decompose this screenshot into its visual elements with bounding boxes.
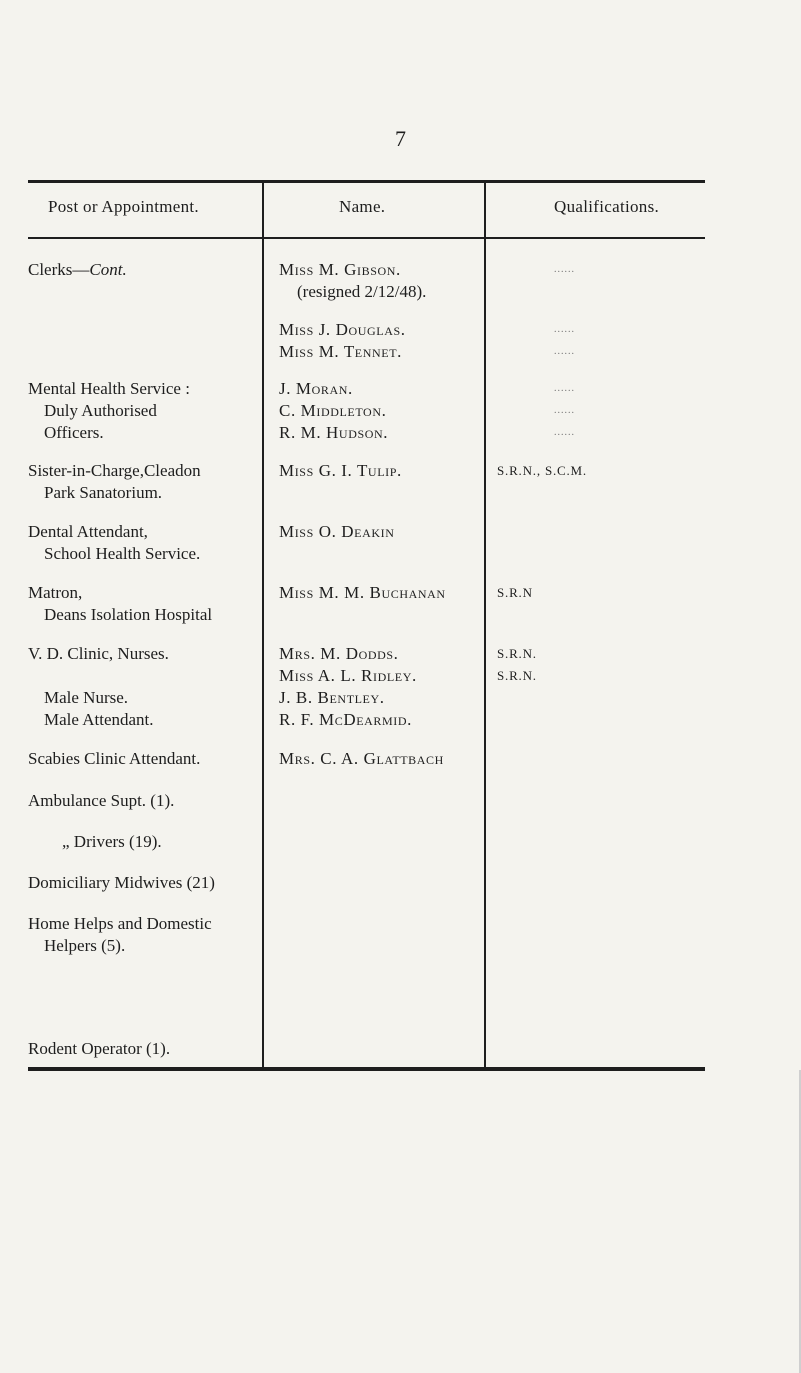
post-cell: Ambulance Supt. (1). bbox=[28, 791, 175, 810]
qual-dots: ...... bbox=[554, 427, 575, 438]
post-cell: Mental Health Service : bbox=[28, 379, 190, 398]
post-cell bbox=[28, 259, 127, 281]
qual-cell: S.R.N. bbox=[497, 646, 537, 661]
table-bottom-rule bbox=[28, 1067, 705, 1071]
name-cell: J. B. Bentley. bbox=[279, 688, 385, 707]
table-header-rule bbox=[28, 237, 705, 239]
post-cell: Duly Authorised bbox=[44, 401, 157, 420]
qual-dots: ...... bbox=[554, 346, 575, 357]
qual-cell: S.R.N., S.C.M. bbox=[497, 463, 587, 478]
post-cell: Matron, bbox=[28, 583, 83, 602]
qual-dots: ...... bbox=[554, 383, 575, 394]
post-cell: „ Drivers (19). bbox=[62, 832, 162, 851]
qual-dots: ...... bbox=[554, 324, 575, 335]
header-name: Name. bbox=[339, 197, 386, 216]
post-cont: Cont. bbox=[89, 260, 127, 279]
post-cell: Domiciliary Midwives (21) bbox=[28, 873, 215, 892]
name-cell: (resigned 2/12/48). bbox=[297, 282, 427, 301]
name-cell: Miss J. Douglas. bbox=[279, 320, 406, 339]
name-cell: Miss G. I. Tulip. bbox=[279, 461, 402, 480]
name-cell: R. F. McDearmid. bbox=[279, 710, 413, 729]
header-post: Post or Appointment. bbox=[48, 197, 199, 216]
post-cell: Scabies Clinic Attendant. bbox=[28, 749, 201, 768]
post-cell: Male Attendant. bbox=[44, 710, 154, 729]
column-divider bbox=[484, 182, 486, 1068]
post-cell: Male Nurse. bbox=[44, 688, 129, 707]
name-cell: Miss M. Gibson. bbox=[279, 260, 401, 279]
post-cell: School Health Service. bbox=[44, 544, 201, 563]
name-cell: J. Moran. bbox=[279, 379, 353, 398]
column-divider bbox=[262, 182, 264, 1068]
name-cell: Miss M. M. Buchanan bbox=[279, 583, 446, 602]
post-cell: Sister-in-Charge,Cleadon bbox=[28, 461, 201, 480]
name-cell: Mrs. C. A. Glattbach bbox=[279, 749, 444, 768]
name-cell: Miss A. L. Ridley. bbox=[279, 666, 417, 685]
qual-cell: S.R.N bbox=[497, 585, 533, 600]
post-cell: Home Helps and Domestic bbox=[28, 914, 212, 933]
post-cell: V. D. Clinic, Nurses. bbox=[28, 644, 169, 663]
name-cell: R. M. Hudson. bbox=[279, 423, 389, 442]
post-cell: Rodent Operator (1). bbox=[28, 1039, 171, 1058]
post-cell: Deans Isolation Hospital bbox=[44, 605, 213, 624]
name-cell: Mrs. M. Dodds. bbox=[279, 644, 399, 663]
qual-cell: S.R.N. bbox=[497, 668, 537, 683]
post-cell: Dental Attendant, bbox=[28, 522, 148, 541]
post-cell: Park Sanatorium. bbox=[44, 483, 163, 502]
post-cell: Officers. bbox=[44, 423, 104, 442]
post-text: Clerks— bbox=[28, 260, 90, 279]
page-number: 7 bbox=[395, 126, 406, 151]
header-qualifications: Qualifications. bbox=[554, 197, 660, 216]
name-cell: C. Middleton. bbox=[279, 401, 387, 420]
post-cell: Helpers (5). bbox=[44, 936, 126, 955]
name-cell: Miss M. Tennet. bbox=[279, 342, 402, 361]
qual-dots: ...... bbox=[554, 405, 575, 416]
name-cell: Miss O. Deakin bbox=[279, 522, 395, 541]
table-top-rule bbox=[28, 180, 705, 183]
qual-dots: ...... bbox=[554, 264, 575, 275]
